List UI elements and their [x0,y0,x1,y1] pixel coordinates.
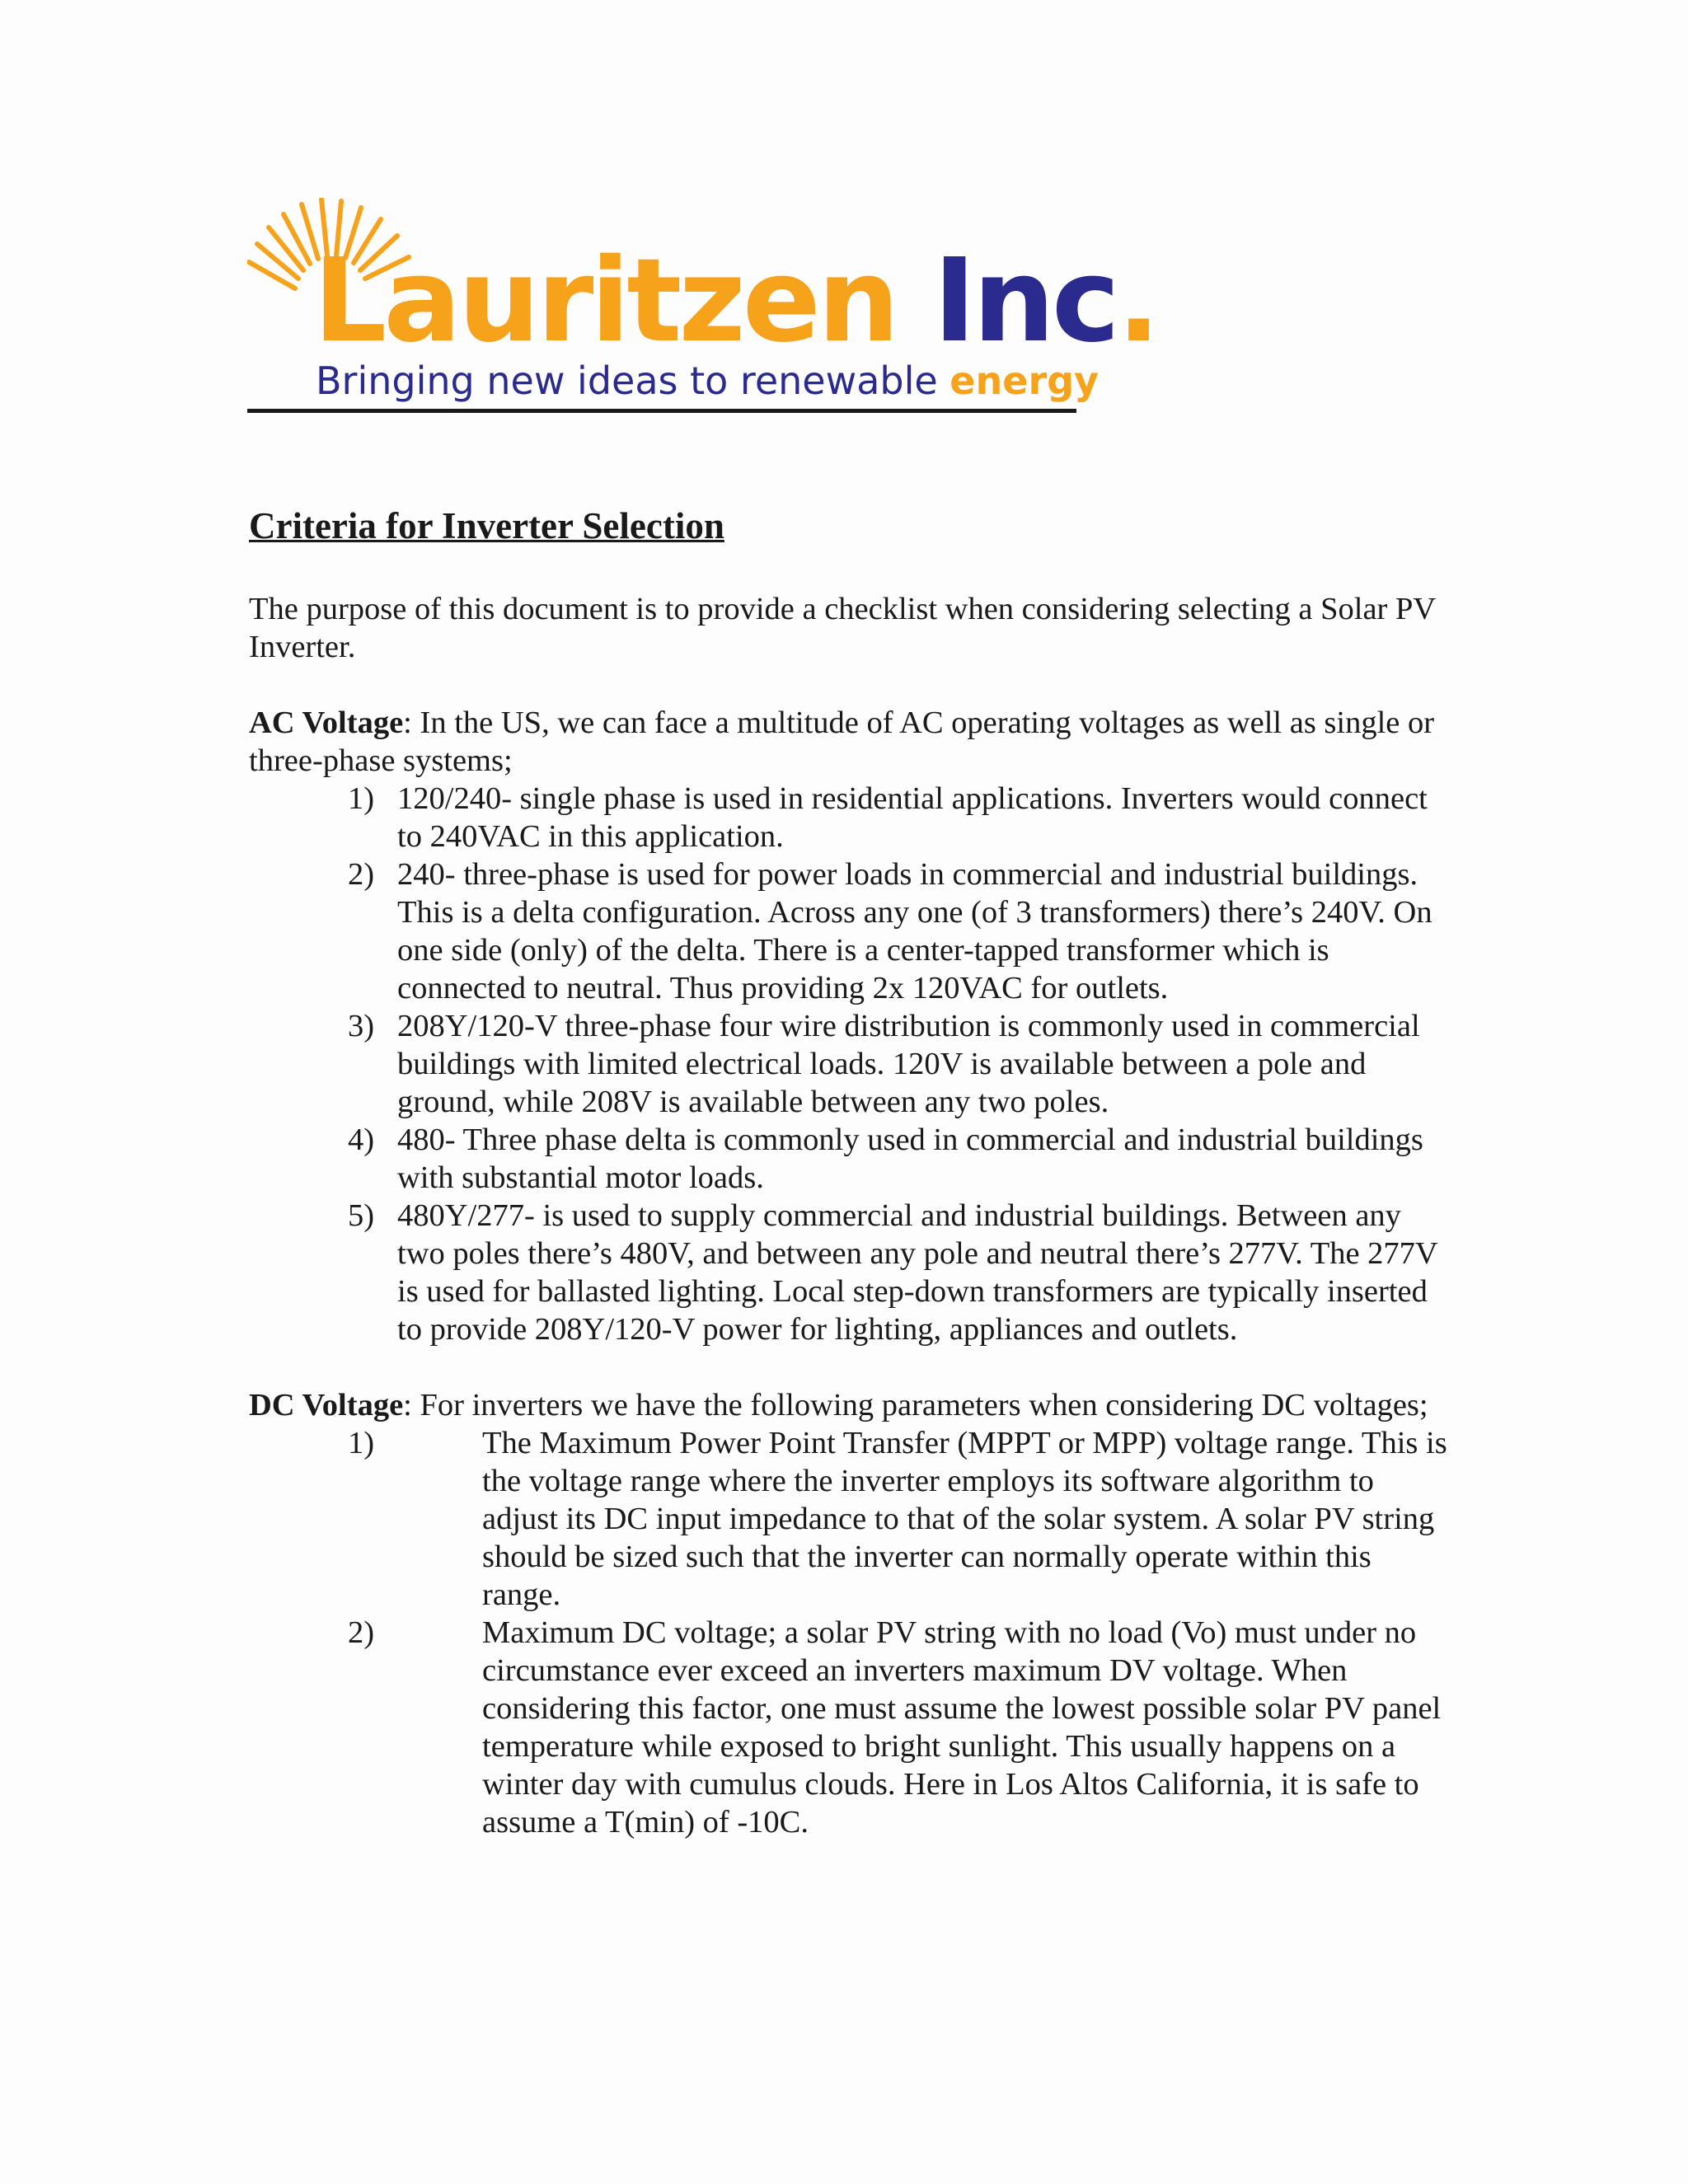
logo-tagline [316,359,1099,402]
list-number: 1) [348,781,375,816]
list-text: 480Y/277- is used to supply commercial and industrial buildings. Between any two poles there’s 480V, and between any pole and neutral there’s 277V. The 277V is used for ballasted lighting. Local step-down transformers are typically inserted to provide 208Y/120-V power for lighting, appliances and outlets. [397,1198,1438,1347]
list-item [249,1121,1452,1197]
list-number: 2) [348,857,375,892]
logo-name-part1: Lauritzen [313,234,897,368]
ac-voltage-list [249,780,1452,1348]
list-item [249,780,1452,855]
list-item [249,1614,1452,1841]
list-number: 2) [348,1615,375,1650]
dc-voltage-list [249,1424,1452,1841]
list-number: 1) [348,1426,375,1460]
list-number: 4) [348,1122,375,1157]
list-number: 3) [348,1009,375,1043]
company-logo [247,198,1158,414]
list-item [249,1424,1452,1614]
list-item [249,1197,1452,1348]
list-item [249,1007,1452,1121]
list-text: 120/240- single phase is used in residential applications. Inverters would connect to 240VAC in this application. [397,781,1428,854]
list-text: 480- Three phase delta is commonly used in commercial and industrial buildings with substantial motor loads. [397,1122,1423,1195]
list-text: 240- three-phase is used for power loads in commercial and industrial buildings. This is a delta configuration. Across any one (of 3 transformers) there’s 240V. On one side (only) of the delta. There is a center-tapped transformer which is connected to neutral. Thus providing 2x 120VAC for outlets. [397,857,1432,1005]
logo-wordmark [313,234,1158,368]
ac-voltage-heading: AC Voltage [249,705,404,740]
list-item [249,855,1452,1007]
ac-voltage-text: : In the US, we can face a multitude of AC operating voltages as well as single or three-phase systems; [249,705,1435,778]
logo-name-dot: . [1116,234,1158,368]
logo-tagline-accent: energy [950,359,1100,403]
dc-voltage-heading: DC Voltage [249,1388,404,1422]
document-body [249,494,1452,1879]
list-text: The Maximum Power Point Transfer (MPPT or MPP) voltage range. This is the voltage range where the inverter employs its software algorithm to adjust its DC input impedance to that of the solar system. A solar PV string should be sized such that the inverter can normally operate within this range. [482,1426,1447,1612]
dc-voltage-text: : For inverters we have the following parameters when considering DC voltages; [403,1388,1428,1422]
intro-paragraph: The purpose of this document is to provide a checklist when considering selecting a Solar PV Inverter. [249,592,1436,664]
logo-tagline-text: Bringing new ideas to renewable [316,359,938,403]
list-text: 208Y/120-V three-phase four wire distribution is commonly used in commercial buildings with limited electrical loads. 120V is available between a pole and ground, while 208V is available between any two poles. [397,1009,1420,1119]
page-title: Criteria for Inverter Selection [249,505,724,546]
ac-voltage-paragraph [249,704,1452,780]
logo-underline [247,409,1076,413]
dc-voltage-paragraph [249,1386,1452,1424]
list-text: Maximum DC voltage; a solar PV string with no load (Vo) must under no circumstance ever exceed an inverters maximum DV voltage. When considering this factor, one must assume the lowest possible solar PV panel temperature while exposed to bright sunlight. This usually happens on a winter day with cumulus clouds. Here in Los Altos California, it is safe to assume a T(min) of -10C. [482,1615,1442,1840]
logo-name-part2: Inc [933,234,1117,368]
list-number: 5) [348,1198,375,1233]
